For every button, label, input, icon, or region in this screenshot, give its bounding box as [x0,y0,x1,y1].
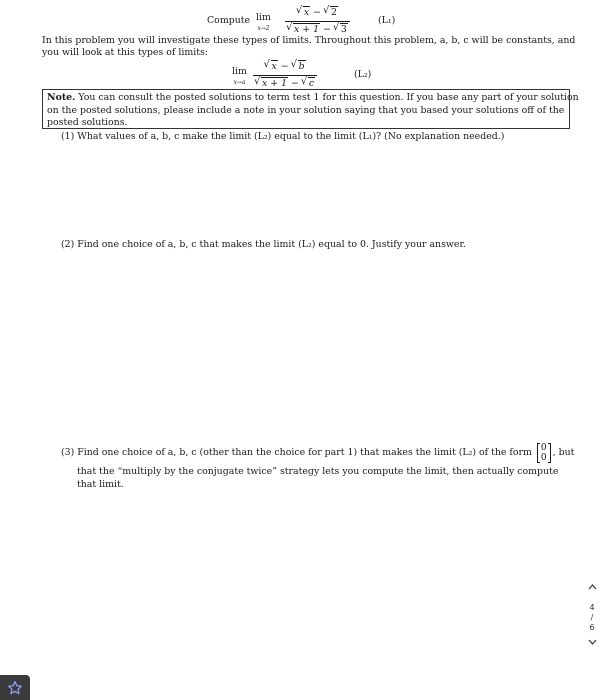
note-label: Note. [47,92,76,103]
limit-L2-display [232,60,432,88]
star-icon [7,680,23,696]
question-3: (3) Find one choice of a, b, c (other than the choice for part 1) that makes the limit (L₂) of the form 0 0 , but that the “multiply by the conjugate twice” strategy lets you compute the limit, then actually compute that limit. [61,442,575,490]
note-text-1: You can consult the posted solutions to term test 1 for this question. If you base any part of your solution [75,92,579,103]
limit-fraction: √ x − √ 2 √ x + 1 − √ 3 [285,6,350,36]
limit-L1-display [207,6,507,34]
equation-label-L2: (L₂) [354,69,372,80]
question-1: (1) What values of a, b, c make the limit (L₂) equal to the limit (L₁)? (No explanation needed.) [61,131,505,142]
note-box [42,89,579,129]
current-page-number: 4 [589,603,595,612]
compute-label: Compute [207,15,251,26]
note-text-2: on the posted solutions, please include a note in your solution saying that you based your solutions off of the [47,104,565,116]
question-3-line-2: that the “multiply by the conjugate twice” strategy lets you compute the limit, then actually compute [77,466,559,477]
limit-fraction: √ x − √ b √ x + 1 − √ c [253,60,317,90]
zero-over-zero-bracket: 0 0 [537,443,551,463]
page-separator: / [590,613,594,622]
bookmark-button[interactable] [0,675,30,700]
chevron-down-icon[interactable] [586,639,598,651]
question-3-line-3: that limit. [77,478,124,490]
total-pages: 6 [589,623,595,632]
question-3-line-1: (3) Find one choice of a, b, c (other than the choice for part 1) that makes the limit (L₂) of the form [61,447,532,458]
chevron-up-icon[interactable] [586,583,598,595]
note-text-3: posted solutions. [47,117,128,128]
question-2: (2) Find one choice of a, b, c that makes the limit (L₂) equal to 0. Justify your answer. [61,239,466,250]
limit-operator: lim x→2 [256,12,271,32]
intro-line-2: you will look at this types of limits: [42,47,208,58]
limit-operator: lim x→a [232,66,247,86]
equation-label-L1: (L₁) [378,15,396,26]
page-navigator [586,583,598,651]
intro-line-1: In this problem you will investigate these types of limits. Throughout this problem, a, b, c will be constants, and [42,35,576,46]
